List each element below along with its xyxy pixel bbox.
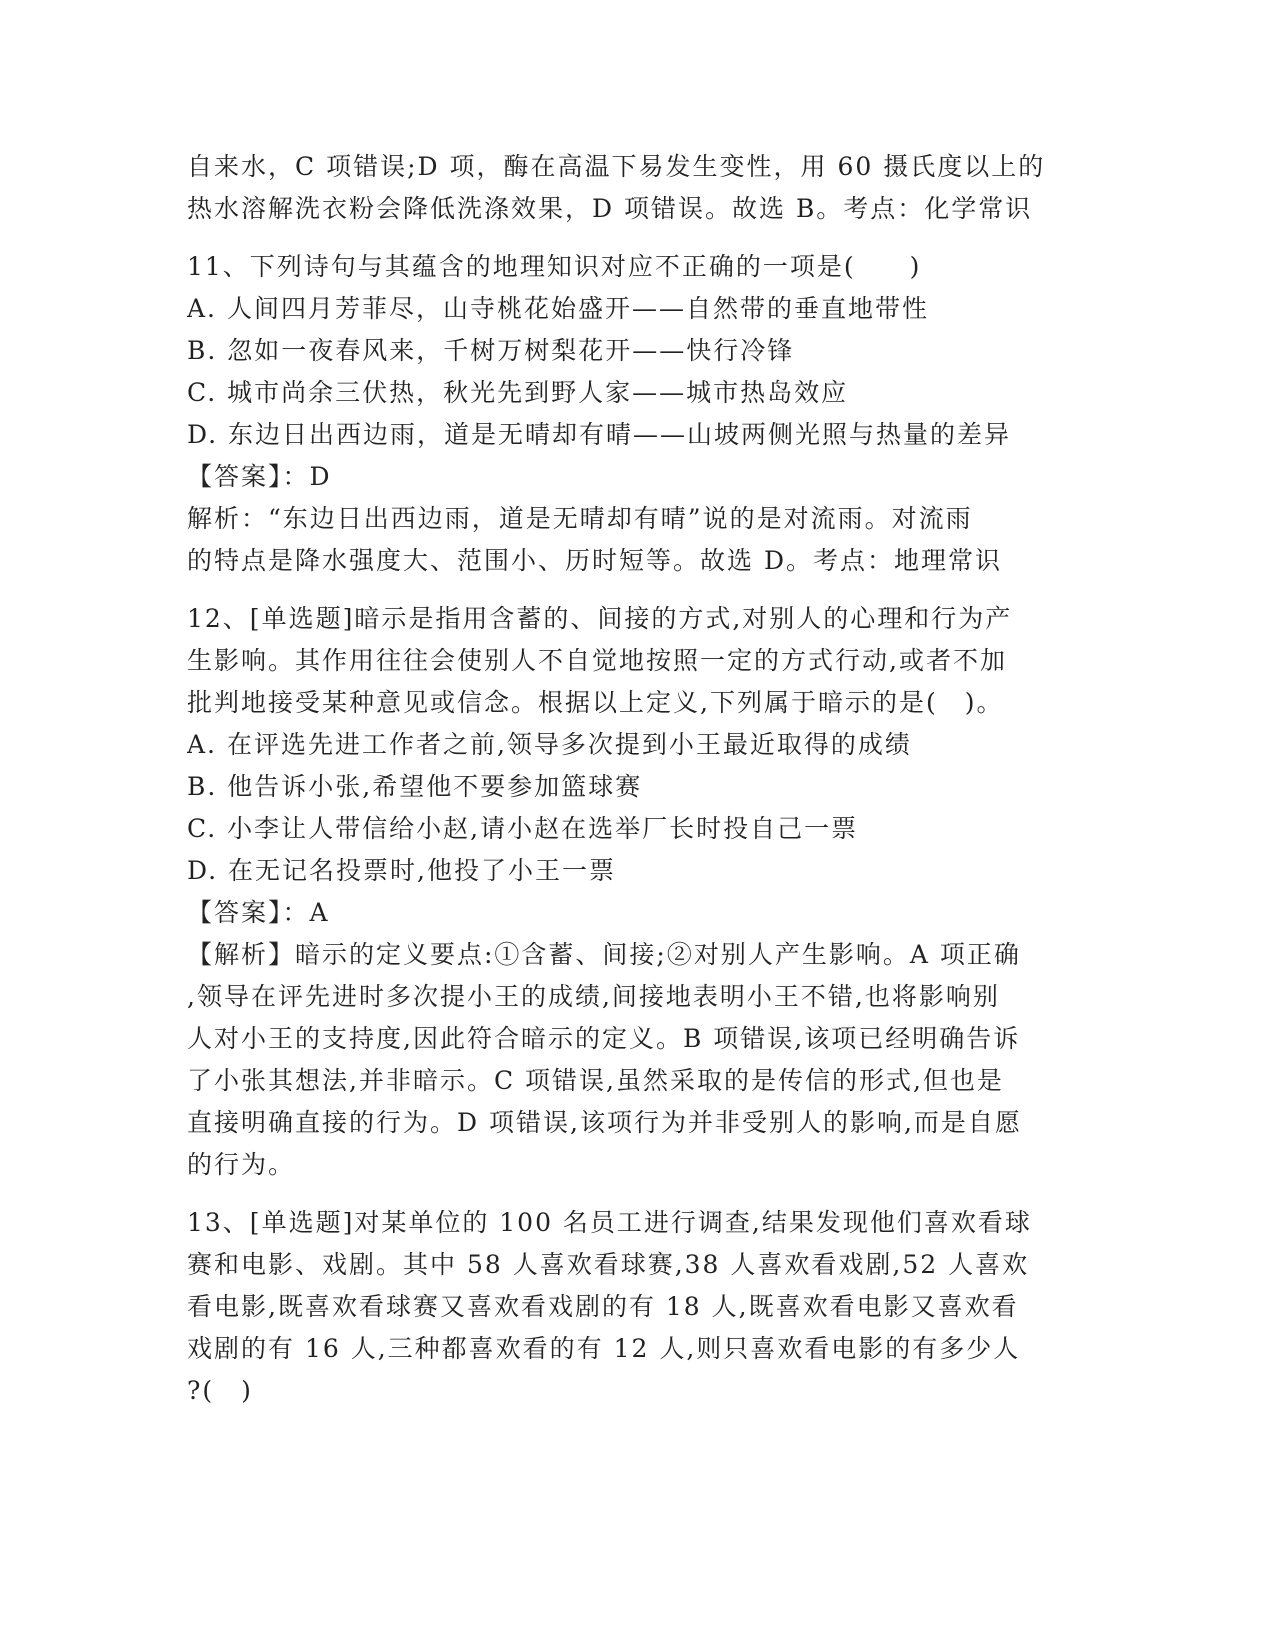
option-c: C. 城市尚余三伏热，秋光先到野人家——城市热岛效应 [187,378,849,407]
question-text: 戏剧的有 16 人,三种都喜欢看的有 12 人,则只喜欢看电影的有多少人 [187,1334,1021,1363]
paragraph-gap [187,582,1087,598]
question-12 [187,598,1087,1186]
option-d: D. 东边日出西边雨，道是无晴却有晴——山坡两侧光照与热量的差异 [187,420,1012,449]
question-13 [187,1202,1087,1412]
text-line: 自来水，C 项错误;D 项，酶在高温下易发生变性，用 60 摄氏度以上的 [187,152,1046,181]
option-a: A. 在评选先进工作者之前,领导多次提到小王最近取得的成绩 [187,730,912,759]
question-text: 11、下列诗句与其蕴含的地理知识对应不正确的一项是( ) [187,252,922,281]
analysis-line: ,领导在评先进时多次提小王的成绩,间接地表明小王不错,也将影响别 [187,982,1000,1011]
previous-analysis-continuation [187,146,1087,230]
question-text: 看电影,既喜欢看球赛又喜欢看戏剧的有 18 人,既喜欢看电影又喜欢看 [187,1292,1019,1321]
question-11 [187,246,1087,582]
question-text: ?( ) [187,1376,253,1405]
question-text: 13、[单选题]对某单位的 100 名员工进行调查,结果发现他们喜欢看球 [187,1208,1032,1237]
analysis-line: 的行为。 [187,1150,296,1179]
text-line: 热水溶解洗衣粉会降低洗涤效果，D 项错误。故选 B。考点：化学常识 [187,194,1033,223]
analysis-line: 人对小王的支持度,因此符合暗示的定义。B 项错误,该项已经明确告诉 [187,1024,1021,1053]
option-b: B. 他告诉小张,希望他不要参加篮球赛 [187,772,643,801]
option-c: C. 小李让人带信给小赵,请小赵在选举厂长时投自己一票 [187,814,859,843]
question-text: 生影响。其作用往往会使别人不自觉地按照一定的方式行动,或者不加 [187,646,1007,675]
paragraph-gap [187,230,1087,246]
option-d: D. 在无记名投票时,他投了小王一票 [187,856,616,885]
paragraph-gap [187,1186,1087,1202]
question-text: 12、[单选题]暗示是指用含蓄的、间接的方式,对别人的心理和行为产 [187,604,1013,633]
analysis-line: 直接明确直接的行为。D 项错误,该项行为并非受别人的影响,而是自愿 [187,1108,1022,1137]
analysis-line: 的特点是降水强度大、范围小、历时短等。故选 D。考点：地理常识 [187,546,1002,575]
option-b: B. 忽如一夜春风来，千树万树梨花开——快行冷锋 [187,336,795,365]
analysis-line: 解析：“东边日出西边雨，道是无晴却有晴”说的是对流雨。对流雨 [187,504,973,533]
analysis-line: 了小张其想法,并非暗示。C 项错误,虽然采取的是传信的形式,但也是 [187,1066,1004,1095]
answer-line: 【答案】：A [187,898,330,927]
question-text: 赛和电影、戏剧。其中 58 人喜欢看球赛,38 人喜欢看戏剧,52 人喜欢 [187,1250,1030,1279]
analysis-line: 【解析】暗示的定义要点:①含蓄、间接;②对别人产生影响。A 项正确 [187,940,1021,969]
page-content [187,146,1087,1412]
answer-line: 【答案】：D [187,462,332,491]
option-a: A. 人间四月芳菲尽，山寺桃花始盛开——自然带的垂直地带性 [187,294,929,323]
question-text: 批判地接受某种意见或信念。根据以上定义,下列属于暗示的是( )。 [187,688,1004,717]
